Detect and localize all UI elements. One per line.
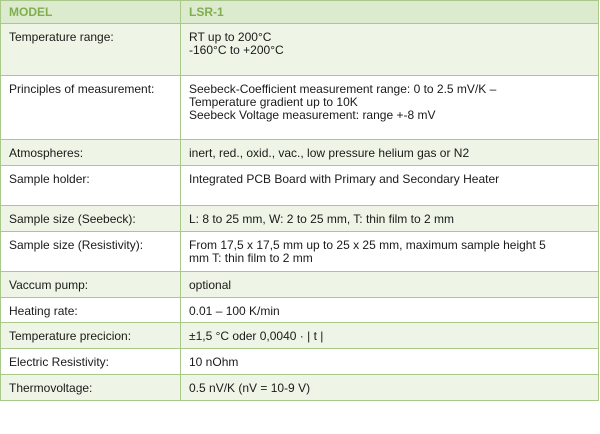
table-row [1,232,599,272]
row-value-line: Temperature gradient up to 10K [189,95,358,109]
row-value [181,166,599,206]
table-row [1,298,599,323]
table-row [1,166,599,206]
row-value [181,272,599,298]
row-value [181,232,599,272]
table-row [1,24,599,76]
row-value-line: ±1,5 °C oder 0,0040 · | t | [189,329,324,343]
table-row [1,323,599,349]
row-value-line: 10 nOhm [189,355,239,369]
row-value-line: 0.01 – 100 K/min [189,304,280,318]
row-label: Temperature range: [1,24,181,76]
row-value [181,24,599,76]
row-value-line: inert, red., oxid., vac., low pressure helium gas or N2 [189,146,470,160]
row-value-line: RT up to 200°C [189,30,272,44]
row-label: Sample size (Resistivity): [1,232,181,272]
row-value-line: Integrated PCB Board with Primary and Secondary Heater [189,172,500,186]
table-row [1,206,599,232]
table-row [1,140,599,166]
table-row [1,76,599,140]
row-value [181,206,599,232]
row-value [181,323,599,349]
row-value [181,298,599,323]
table-row [1,375,599,401]
row-value [181,349,599,375]
row-value-line: optional [189,278,232,292]
row-value [181,375,599,401]
row-label: Heating rate: [1,298,181,323]
row-label: Vaccum pump: [1,272,181,298]
row-value-line: 0.5 nV/K (nV = 10-9 V) [189,381,311,395]
row-label: Electric Resistivity: [1,349,181,375]
row-value-line: -160°C to +200°C [189,43,284,57]
row-value-line: From 17,5 x 17,5 mm up to 25 x 25 mm, maximum sample height 5 [189,238,546,252]
header-model-label: MODEL [1,1,181,24]
row-value-line: mm T: thin film to 2 mm [189,251,313,265]
row-label: Atmospheres: [1,140,181,166]
row-value-line: Seebeck-Coefficient measurement range: 0 to 2.5 mV/K – [189,82,497,96]
row-label: Sample size (Seebeck): [1,206,181,232]
row-value [181,76,599,140]
row-label: Thermovoltage: [1,375,181,401]
row-label: Principles of measurement: [1,76,181,140]
table-row [1,272,599,298]
table-row [1,349,599,375]
row-value-line: Seebeck Voltage measurement: range +-8 mV [189,108,436,122]
table-header-row [1,1,599,24]
header-model-value: LSR-1 [181,1,599,24]
row-value-line: L: 8 to 25 mm, W: 2 to 25 mm, T: thin film to 2 mm [189,212,454,226]
row-label: Temperature precicion: [1,323,181,349]
row-value [181,140,599,166]
row-label: Sample holder: [1,166,181,206]
